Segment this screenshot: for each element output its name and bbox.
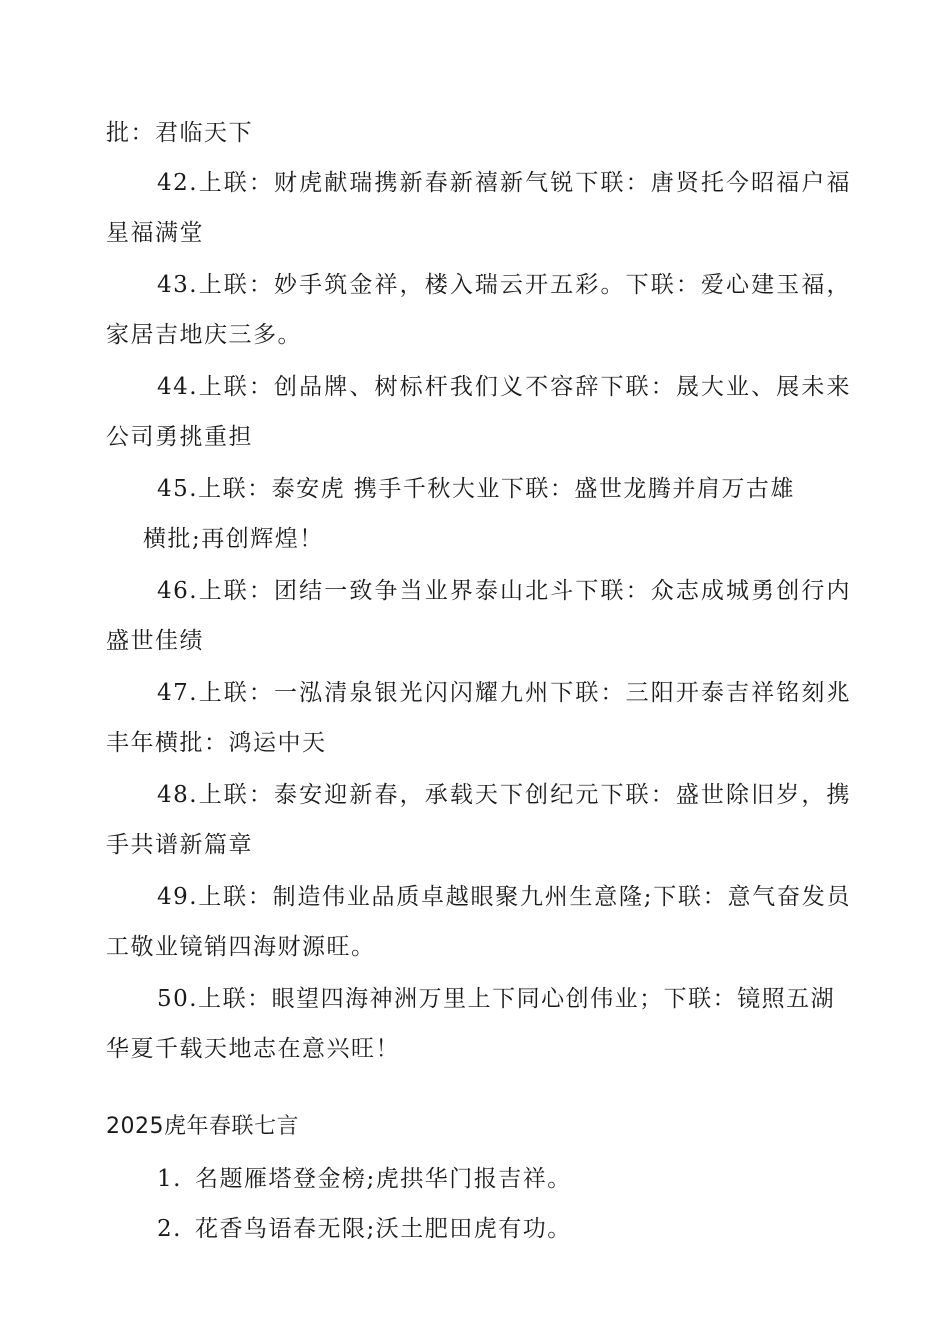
list-item [157,1164,902,1194]
list-item-number: 2. [157,1216,182,1242]
couplet-43-line-2: 家居吉地庆三多。 [106,322,302,348]
list-item-text: 名题雁塔登金榜;虎拱华门报吉祥。 [195,1166,572,1192]
couplet-50-line-2: 华夏千载天地志在意兴旺！ [106,1036,400,1062]
section-title: 2025虎年春联七言 [106,1114,299,1139]
couplet-42-line-1: 42.上联：财虎献瑞携新春新禧新气锐下联：唐贤托今昭福户福 [157,170,851,196]
list-item-text: 花香鸟语春无限;沃土肥田虎有功。 [195,1216,572,1242]
list-item-number: 1. [157,1166,182,1192]
couplet-47-line-1: 47.上联：一泓清泉银光闪闪耀九州下联：三阳开泰吉祥铭刻兆 [157,680,851,706]
couplet-42-line-2: 星福满堂 [106,220,204,246]
couplet-48-line-1: 48.上联：泰安迎新春，承载天下创纪元下联：盛世除旧岁，携 [157,782,851,808]
couplet-45-line-2: 横批;再创辉煌！ [143,526,324,552]
couplet-46-line-1: 46.上联：团结一致争当业界泰山北斗下联：众志成城勇创行内 [157,578,851,604]
text-line: 批：君临天下 [106,120,253,146]
list-item [157,1214,902,1244]
couplet-44-line-1: 44.上联：创品牌、树标杆我们义不容辞下联：晟大业、展未来 [157,374,851,400]
couplet-46-line-2: 盛世佳绩 [106,628,204,654]
couplet-49-line-1: 49.上联：制造伟业品质卓越眼聚九州生意隆;下联：意气奋发员 [157,884,851,910]
couplet-47-line-2: 丰年横批：鸿运中天 [106,730,327,756]
couplet-49-line-2: 工敬业镜销四海财源旺。 [106,934,376,960]
couplet-43-line-1: 43.上联：妙手筑金祥，楼入瑞云开五彩。下联：爱心建玉福， [157,272,851,298]
couplet-48-line-2: 手共谱新篇章 [106,832,253,858]
couplet-45-line-1: 45.上联：泰安虎 携手千秋大业下联：盛世龙腾并肩万古雄 [157,476,795,502]
couplet-44-line-2: 公司勇挑重担 [106,424,253,450]
couplet-50-line-1: 50.上联：眼望四海神洲万里上下同心创伟业；下联：镜照五湖 [157,986,836,1012]
